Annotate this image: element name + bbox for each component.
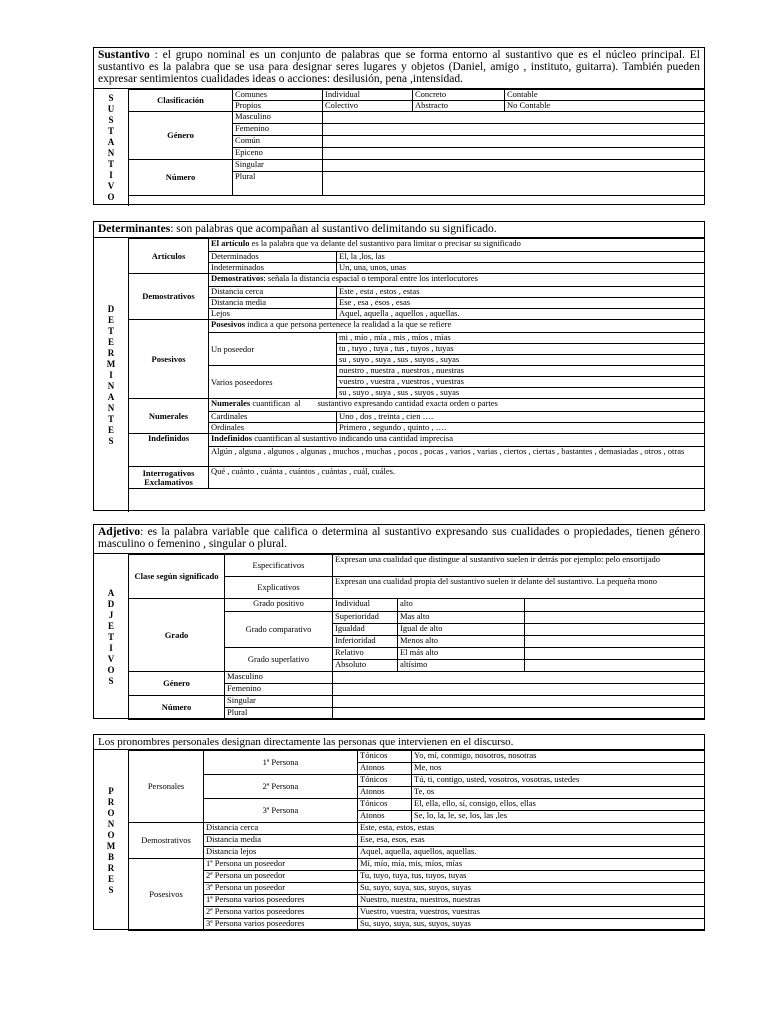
persona-2-label: 2ª Persona [204,775,358,799]
vertical-letter: T [107,125,114,136]
cell: Su, suyo, suya, sus, suyos, suyas [358,883,705,895]
varios-poseedores-label: Varios poseedores [209,366,337,399]
vertical-letter: P [108,785,114,796]
cell: El, ella, ello, sí, consigo, ellos, ellas [412,799,705,811]
vertical-letter: D [107,598,115,609]
grado-comparativo-label: Grado comparativo [225,612,333,648]
adjetivo-definition: : es la palabra variable que califica o determina al sustantivo expresando sus cualidades o propiedades, tienen género masculino o femenino , singular o plural. [98,526,700,550]
sustantivo-table [128,89,705,196]
cell: Igual de alto [398,624,525,636]
cell: Uno , dos , treinta , cien …. [337,412,705,423]
cell: Singular [233,160,323,172]
cell: Femenino [225,684,333,696]
numero-label: Número [129,160,233,196]
numerales-label: Numerales [129,399,209,434]
cell: Abstracto [413,101,505,112]
grado-label: Grado [129,599,225,672]
cell: Me, nos [412,763,705,775]
sustantivo-vertical-label [94,89,129,206]
determinantes-section [93,221,705,511]
cell: El, la ,los, las [337,252,705,263]
sustantivo-term: Sustantivo [98,49,150,61]
cell: Ese, esa, esos, esas [358,835,705,847]
vertical-letter: I [109,642,113,653]
cell: Expresan una cualidad que distingue al sustantivo suelen ir detrás por ejemplo: pelo ensortijado [333,555,705,577]
vertical-letter: T [107,158,114,169]
indefinidos-definition: cuantifican al sustantivo indicando una cantidad imprecisa [252,433,453,443]
vertical-letter: S [108,435,114,446]
vertical-letter: O [107,191,115,202]
cell: Tu, tuyo, tuya, tus, tuyos, tuyas [358,871,705,883]
vertical-letter: D [107,303,115,314]
cell: Plural [225,708,333,720]
cell: Propios [233,101,323,112]
sustantivo-definition: : el grupo nominal es un conjunto de palabras que se forma entorno al sustantivo que es el núcleo principal. El sustantivo es la palabra que se usa para designar seres lugares y objetos (Daniel, amigo , instituto, guitarra). También pueden expresar sentimientos cualidades ideas o acciones: desilusión, pena ,intensidad. [98,49,700,85]
cell: Aquel, aquella, aquellos, aquellas. [358,847,705,859]
cell: Atonos [358,811,412,823]
demostrativos-label: Demostrativos [129,823,204,859]
cell: Distancia cerca [209,287,337,298]
cell: altísimo [398,660,525,672]
cell: Ese , esa , esos , esas [337,298,705,309]
cell: Indeterminados [209,263,337,274]
cell: Tónicos [358,751,412,763]
numero-label: Número [129,696,225,720]
cell: Algún , alguna , algunos , algunas , muchos , muchas , pocos , pocas , varios , varias , ciertos , ciertas , bastantes , demasiadas , otros , otras [209,447,705,467]
determinantes-definition: : son palabras que acompañan al sustantivo delimitando su significado. [170,223,497,235]
cell: Un, una, unos, unas [337,263,705,274]
vertical-letter: S [108,884,114,895]
cell: Plural [233,172,323,196]
vertical-letter: E [107,620,114,631]
adjetivo-term: Adjetivo [98,526,141,538]
vertical-letter: U [107,103,115,114]
posesivos-label: Posesivos [129,859,204,931]
sustantivo-section [93,47,705,205]
indefinidos-term: Indefinidos [211,433,253,443]
cell: 2ª Persona varios poseedores [204,907,358,919]
cell: Epiceno [233,148,323,160]
vertical-letter: V [107,653,115,664]
clase-label: Clase según significado [129,555,225,599]
cell: Distancia cerca [204,823,358,835]
cell: mi , mío , mía , mis , míos , mías [337,333,705,344]
vertical-letter: R [107,347,115,358]
vertical-letter: A [107,587,115,598]
vertical-letter: I [109,369,113,380]
cell: Comunes [233,90,323,101]
un-poseedor-label: Un poseedor [209,333,337,366]
grado-superlativo-label: Grado superlativo [225,648,333,672]
cell: Primero , segundo , quinto , …. [337,423,705,434]
cell: Concreto [413,90,505,101]
cell: Masculino [233,112,323,124]
vertical-letter: J [108,609,114,620]
vertical-letter: O [107,829,115,840]
cell: Vuestro, vuestra, vuestros, vuestras [358,907,705,919]
pronombres-vertical-label [94,750,129,931]
cell: Femenino [233,124,323,136]
determinantes-term: Determinantes [98,223,171,235]
cell: Expresan una cualidad propia del sustantivo suelen ir delante del sustantivo. La pequeña mono [333,577,705,599]
cell: Tónicos [358,799,412,811]
numerales-definition: cuantifican al sustantivo expresando cantidad exacta orden o partes [250,398,498,408]
cell: 3ª Persona varios poseedores [204,919,358,931]
posesivos-term: Posesivos [211,319,245,329]
cell: 2ª Persona un poseedor [204,871,358,883]
cell: El más alto [398,648,525,660]
cell: Qué , cuánto , cuánta , cuántos , cuántas , cuál, cuáles. [209,467,705,489]
interrogativos-label: Interrogativos Exclamativos [129,467,209,489]
cell: Masculino [225,672,333,684]
adjetivo-vertical-label [94,554,129,720]
cell: Aquel, aquella , aquellos , aquellas. [337,309,705,320]
cell: Determinados [209,252,337,263]
cell: Relativo [333,648,398,660]
cell: Este , esta , estos , estas [337,287,705,298]
cell: No Contable [505,101,705,112]
pronombres-header [94,735,704,750]
cell: Común [233,136,323,148]
persona-3-label: 3ª Persona [204,799,358,823]
personales-label: Personales [129,751,204,823]
cell: Su, suyo, suya, sus, suyos, suyas [358,919,705,931]
cell: Atonos [358,763,412,775]
grado-positivo-label: Grado positivo [225,599,333,612]
cell: Mí, mío, mía, mis, míos, mías [358,859,705,871]
vertical-letter: O [107,807,115,818]
vertical-letter: S [108,114,114,125]
posesivos-label: Posesivos [129,320,209,399]
cell: tu , tuyo , tuya , tus , tuyos , tuyas [337,344,705,355]
cell: Tónicos [358,775,412,787]
vertical-letter: A [107,391,115,402]
cell: Yo, mí, conmigo, nosotros, nosotras [412,751,705,763]
posesivos-definition: indica a que persona pertenece la realidad a la que se refiere [245,319,452,329]
cell: Se, lo, la, le, se, los, las ,les [412,811,705,823]
articulo-term: El artículo [211,238,250,248]
vertical-letter: M [106,840,116,851]
cell: Tú, ti, contigo, usted, vosotros, vosotras, ustedes [412,775,705,787]
clasificacion-label: Clasificación [129,90,233,112]
cell: Distancia lejos [204,847,358,859]
pronombres-section [93,734,705,930]
cell: Distancia media [209,298,337,309]
cell: 3ª Persona un poseedor [204,883,358,895]
genero-label: Género [129,112,233,160]
vertical-letter: N [107,818,115,829]
cell: su , suyo , suya , sus , suyos , suyas [337,388,705,399]
pronombres-table [128,750,705,931]
vertical-letter: T [107,413,114,424]
vertical-letter: T [107,325,114,336]
cell: Este, esta, estos, estas [358,823,705,835]
articulos-label: Artículos [129,239,209,274]
vertical-letter: E [107,873,114,884]
articulo-definition: es la palabra que va delante del sustantivo para limitar o precisar su significado [249,238,521,248]
determinantes-table [128,238,705,489]
especificativos-label: Especificativos [225,555,333,577]
adjetivo-header [94,525,704,554]
cell: su , suyo , suya , sus , suyos , suyas [337,355,705,366]
sustantivo-header [94,48,704,89]
vertical-letter: A [107,136,115,147]
vertical-letter: S [108,675,114,686]
determinantes-vertical-label [94,238,129,512]
adjetivo-table [128,554,705,720]
demostrativos-label: Demostrativos [129,274,209,320]
pronombres-definition: Los pronombres personales designan directamente las personas que intervienen en el discurso. [98,736,514,748]
cell: Absoluto [333,660,398,672]
vertical-letter: R [107,796,115,807]
cell: Cardinales [209,412,337,423]
cell: Menos alto [398,636,525,648]
vertical-letter: S [108,92,114,103]
cell: Contable [505,90,705,101]
vertical-letter: N [107,147,115,158]
cell: Colectivo [323,101,413,112]
numerales-term: Numerales [211,398,251,408]
vertical-letter: N [107,402,115,413]
demostrativos-term: Demostrativos [211,273,264,283]
cell: vuestro , vuestra , vuestros , vuestras [337,377,705,388]
cell: Lejos [209,309,337,320]
vertical-letter: I [109,169,113,180]
cell: Superioridad [333,612,398,624]
cell: Ordinales [209,423,337,434]
vertical-letter: E [107,424,114,435]
adjetivo-section [93,524,705,719]
explicativos-label: Explicativos [225,577,333,599]
cell: Distancia media [204,835,358,847]
vertical-letter: N [107,380,115,391]
cell: Nuestro, nuestra, nuestros, nuestras [358,895,705,907]
vertical-letter: E [107,336,114,347]
indefinidos-label: Indefinidos [129,434,209,467]
genero-label: Género [129,672,225,696]
vertical-letter: M [106,358,116,369]
vertical-letter: V [107,180,115,191]
vertical-letter: T [107,631,114,642]
cell: Atonos [358,787,412,799]
demostrativos-definition: : señala la distancia espacial o temporal entre los interlocutores [263,273,478,283]
vertical-letter: O [107,664,115,675]
cell: 1ª Persona un poseedor [204,859,358,871]
cell: Singular [225,696,333,708]
persona-1-label: 1ª Persona [204,751,358,775]
cell: Te, os [412,787,705,799]
vertical-letter: E [107,314,114,325]
cell: Individual [323,90,413,101]
cell: 1ª Persona varios poseedores [204,895,358,907]
cell: alto [398,599,525,612]
vertical-letter: R [107,862,115,873]
cell: nuestro , nuestra , nuestros , nuestras [337,366,705,377]
cell: Igualdad [333,624,398,636]
determinantes-header [94,222,704,238]
cell: Individual [333,599,398,612]
cell: Mas alto [398,612,525,624]
cell: Inferioridad [333,636,398,648]
vertical-letter: B [107,851,114,862]
